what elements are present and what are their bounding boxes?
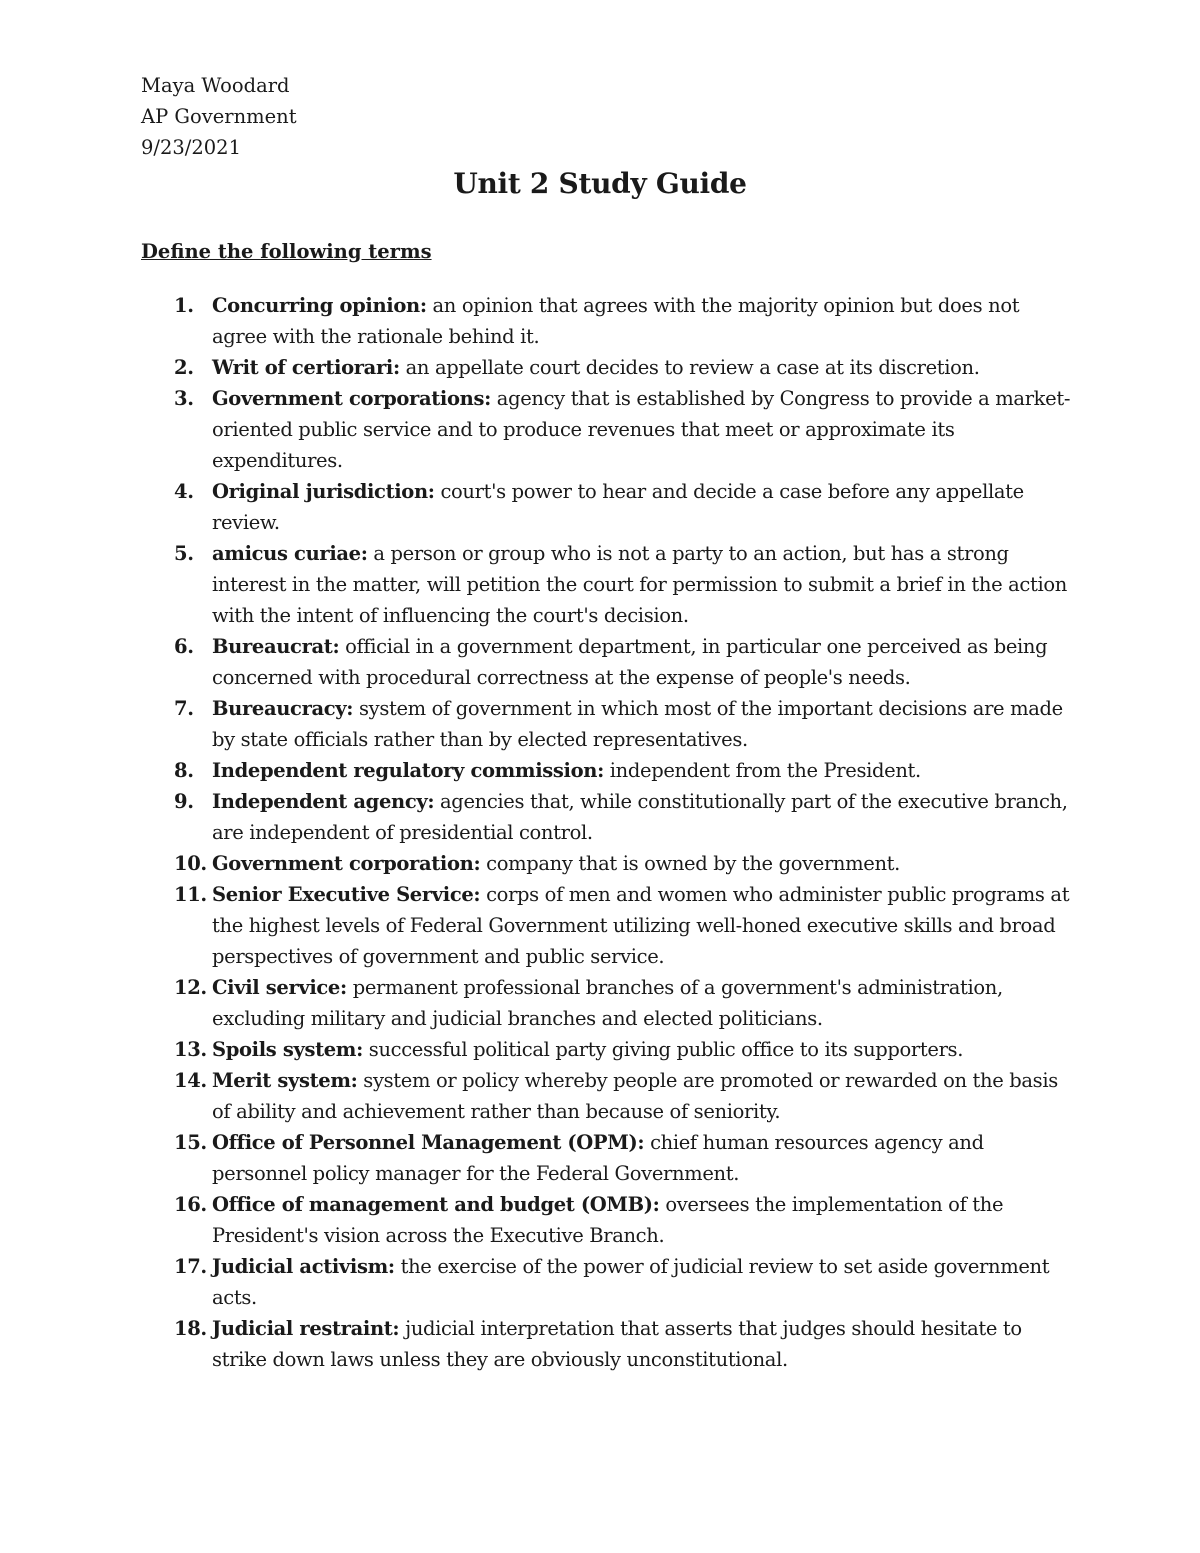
list-item: [141, 1034, 1071, 1065]
list-item: [141, 693, 1071, 755]
term-definition: court's power to hear and decide a case before any appellate review.: [212, 480, 1024, 534]
list-item: [141, 972, 1071, 1034]
term-definition: corps of men and women who administer public programs at the highest levels of Federal Government utilizing well-honed executive skills and broad perspectives of government and public service.: [212, 883, 1070, 968]
term-name: Merit system:: [212, 1069, 358, 1092]
list-item: [141, 786, 1071, 848]
list-item-number: 11.: [174, 883, 207, 906]
list-item: [141, 1251, 1071, 1313]
list-item-number: 14.: [174, 1069, 207, 1092]
list-item: [141, 476, 1071, 538]
header-block: [141, 70, 297, 163]
list-item-number: 3.: [174, 387, 194, 410]
list-item-number: 7.: [174, 697, 194, 720]
term-definition: company that is owned by the government.: [480, 852, 901, 875]
term-name: Independent agency:: [212, 790, 435, 813]
term-name: Office of Personnel Management (OPM):: [212, 1131, 645, 1154]
term-definition: official in a government department, in particular one perceived as being concerned with procedural correctness at the expense of people's needs.: [212, 635, 1048, 689]
list-item: [141, 352, 1071, 383]
list-item: [141, 755, 1071, 786]
term-name: Original jurisdiction:: [212, 480, 435, 503]
term-definition: independent from the President.: [603, 759, 921, 782]
list-item: [141, 1065, 1071, 1127]
list-item-number: 12.: [174, 976, 207, 999]
term-name: Writ of certiorari:: [212, 356, 400, 379]
list-item: [141, 1313, 1071, 1375]
list-item-number: 13.: [174, 1038, 207, 1061]
list-item-number: 16.: [174, 1193, 207, 1216]
list-item-number: 17.: [174, 1255, 207, 1278]
term-definition: system of government in which most of the important decisions are made by state officials rather than by elected representatives.: [212, 697, 1063, 751]
term-name: Senior Executive Service:: [212, 883, 481, 906]
list-item: [141, 383, 1071, 476]
term-name: Spoils system:: [212, 1038, 363, 1061]
list-item: [141, 631, 1071, 693]
term-definition: permanent professional branches of a government's administration, excluding military and judicial branches and elected politicians.: [212, 976, 1003, 1030]
course-name: AP Government: [141, 105, 297, 128]
term-definition: chief human resources agency and personnel policy manager for the Federal Government.: [212, 1131, 984, 1185]
term-definition: successful political party giving public office to its supporters.: [362, 1038, 964, 1061]
term-name: Bureaucrat:: [212, 635, 340, 658]
term-definition: an opinion that agrees with the majority opinion but does not agree with the rationale behind it.: [212, 294, 1020, 348]
term-name: Government corporations:: [212, 387, 491, 410]
term-name: Concurring opinion:: [212, 294, 427, 317]
list-item-number: 9.: [174, 790, 194, 813]
term-definition: judicial interpretation that asserts that judges should hesitate to strike down laws unless they are obviously unconstitutional.: [212, 1317, 1022, 1371]
list-item: [141, 1127, 1071, 1189]
term-definition: the exercise of the power of judicial review to set aside government acts.: [212, 1255, 1050, 1309]
term-definition: oversees the implementation of the President's vision across the Executive Branch.: [212, 1193, 1004, 1247]
term-name: Office of management and budget (OMB):: [212, 1193, 660, 1216]
term-definition: agencies that, while constitutionally part of the executive branch, are independent of presidential control.: [212, 790, 1068, 844]
list-item-number: 4.: [174, 480, 194, 503]
term-name: Independent regulatory commission:: [212, 759, 604, 782]
list-item: [141, 1189, 1071, 1251]
list-item: [141, 290, 1071, 352]
term-definition: system or policy whereby people are promoted or rewarded on the basis of ability and achievement rather than because of seniority.: [212, 1069, 1058, 1123]
list-item-number: 8.: [174, 759, 194, 782]
term-definition: an appellate court decides to review a case at its discretion.: [399, 356, 980, 379]
date: 9/23/2021: [141, 136, 241, 159]
term-name: Government corporation:: [212, 852, 481, 875]
list-item: [141, 879, 1071, 972]
list-item-number: 18.: [174, 1317, 207, 1340]
list-item-number: 15.: [174, 1131, 207, 1154]
list-item-number: 5.: [174, 542, 194, 565]
term-name: Judicial activism:: [212, 1255, 395, 1278]
list-item-number: 1.: [174, 294, 194, 317]
term-name: Judicial restraint:: [212, 1317, 400, 1340]
section-heading: Define the following terms: [141, 240, 432, 263]
term-name: Bureaucracy:: [212, 697, 354, 720]
page-title: Unit 2 Study Guide: [453, 167, 747, 200]
list-item-number: 10.: [174, 852, 207, 875]
list-item: [141, 538, 1071, 631]
list-item-number: 6.: [174, 635, 194, 658]
term-name: amicus curiae:: [212, 542, 368, 565]
list-item-number: 2.: [174, 356, 194, 379]
term-definition: a person or group who is not a party to an action, but has a strong interest in the matter, will petition the court for permission to submit a brief in the action with the intent of influencing the court's decision.: [212, 542, 1067, 627]
term-name: Civil service:: [212, 976, 347, 999]
term-definition: agency that is established by Congress to provide a market-oriented public service and to produce revenues that meet or approximate its expenditures.: [212, 387, 1071, 472]
student-name: Maya Woodard: [141, 74, 290, 97]
list-item: [141, 848, 1071, 879]
terms-list: [141, 290, 1071, 1375]
